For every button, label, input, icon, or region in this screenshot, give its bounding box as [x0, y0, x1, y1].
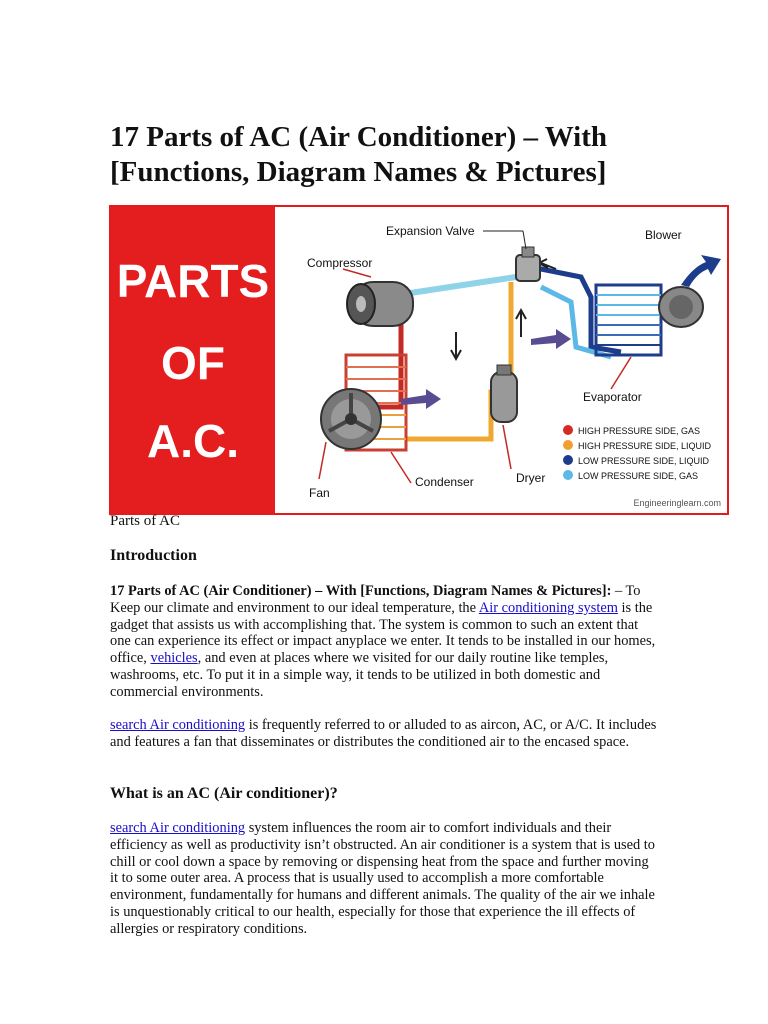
- intro-text-1: – To Keep our climate and environment to our ideal temperature, the: [110, 583, 641, 616]
- intro-text-3: , and even at places where we visited for our daily routine like temples, washrooms, etc. To put it in a simple way, it tends to be utilized in both domestic and commercial environments.: [110, 650, 609, 700]
- legend-label: HIGH PRESSURE SIDE, GAS: [578, 426, 701, 436]
- label-condenser: Condenser: [415, 475, 474, 489]
- what-is-paragraph: [110, 820, 658, 938]
- panel-line-2: OF: [161, 337, 225, 389]
- what-is-heading: What is an AC (Air conditioner)?: [110, 785, 338, 802]
- intro-heading: Introduction: [110, 547, 197, 564]
- ac-parts-diagram: [109, 205, 729, 515]
- intro-text-2: is the gadget that assists us with accomplishing that. The system is common to such an extent that one can experience its effect or impact anyplace we enter. It tends to be installed in our homes, office,: [110, 599, 656, 667]
- dryer-body: [491, 372, 517, 422]
- legend-label: LOW PRESSURE SIDE, LIQUID: [578, 456, 710, 466]
- panel-line-1: PARTS: [116, 255, 270, 307]
- aircon-paragraph: [110, 717, 658, 751]
- label-dryer: Dryer: [516, 471, 546, 485]
- figure-caption: Parts of AC: [110, 513, 181, 529]
- label-evaporator: Evaporator: [583, 390, 642, 404]
- intro-paragraph: [110, 583, 658, 701]
- label-fan: Fan: [309, 486, 330, 500]
- legend-swatch: [563, 425, 573, 435]
- vehicles-link[interactable]: vehicles: [150, 650, 198, 667]
- label-expansion-valve: Expansion Valve: [386, 224, 475, 238]
- watermark: Engineeringlearn.com: [633, 498, 721, 508]
- blower-icon: [659, 255, 721, 327]
- label-blower: Blower: [645, 228, 682, 242]
- airflow-arrow-icon: [531, 329, 571, 349]
- evaporator-coil: [596, 285, 661, 355]
- fan-icon: [321, 389, 381, 449]
- legend-label: LOW PRESSURE SIDE, GAS: [578, 471, 699, 481]
- search-air-conditioning-link[interactable]: search Air conditioning: [110, 717, 246, 733]
- label-compressor: Compressor: [307, 256, 373, 270]
- expansion-valve-body: [516, 255, 540, 281]
- flow-arrow-icon: [451, 332, 461, 359]
- legend-swatch: [563, 470, 573, 480]
- legend-swatch: [563, 455, 573, 465]
- aircon-text: is frequently referred to or alluded to as aircon, AC, or A/C. It includes and features a fan that disseminates or distributes the conditioned air to the encased space.: [110, 717, 657, 750]
- panel-line-3: A.C.: [147, 415, 239, 467]
- air-conditioning-system-link[interactable]: Air conditioning system: [478, 599, 618, 616]
- intro-lead: 17 Parts of AC (Air Conditioner) – With [Functions, Diagram Names & Pictures]:: [110, 583, 612, 599]
- search-air-conditioning-link-2[interactable]: search Air conditioning: [110, 820, 246, 836]
- page-title: 17 Parts of AC (Air Conditioner) – With [Functions, Diagram Names & Pictures]: [110, 121, 608, 188]
- legend-swatch: [563, 440, 573, 450]
- what-is-text: system influences the room air to comfort individuals and their efficiency as well as productivity isn’t obstructed. An air conditioner is a system that is used to chill or cool down a space by removing or dispensing heat from the space and further moving it to some outer area. A process that is usually used to accomplish a more comfortable environment, fundamentally for humans and different animals. The quality of the air we inhale is unquestionably critical to our health, especially for those that experience the ill effects of allergies or respiratory conditions.: [110, 820, 656, 937]
- legend: [563, 425, 712, 481]
- flow-arrow-icon: [516, 310, 526, 337]
- legend-label: HIGH PRESSURE SIDE, LIQUID: [578, 441, 712, 451]
